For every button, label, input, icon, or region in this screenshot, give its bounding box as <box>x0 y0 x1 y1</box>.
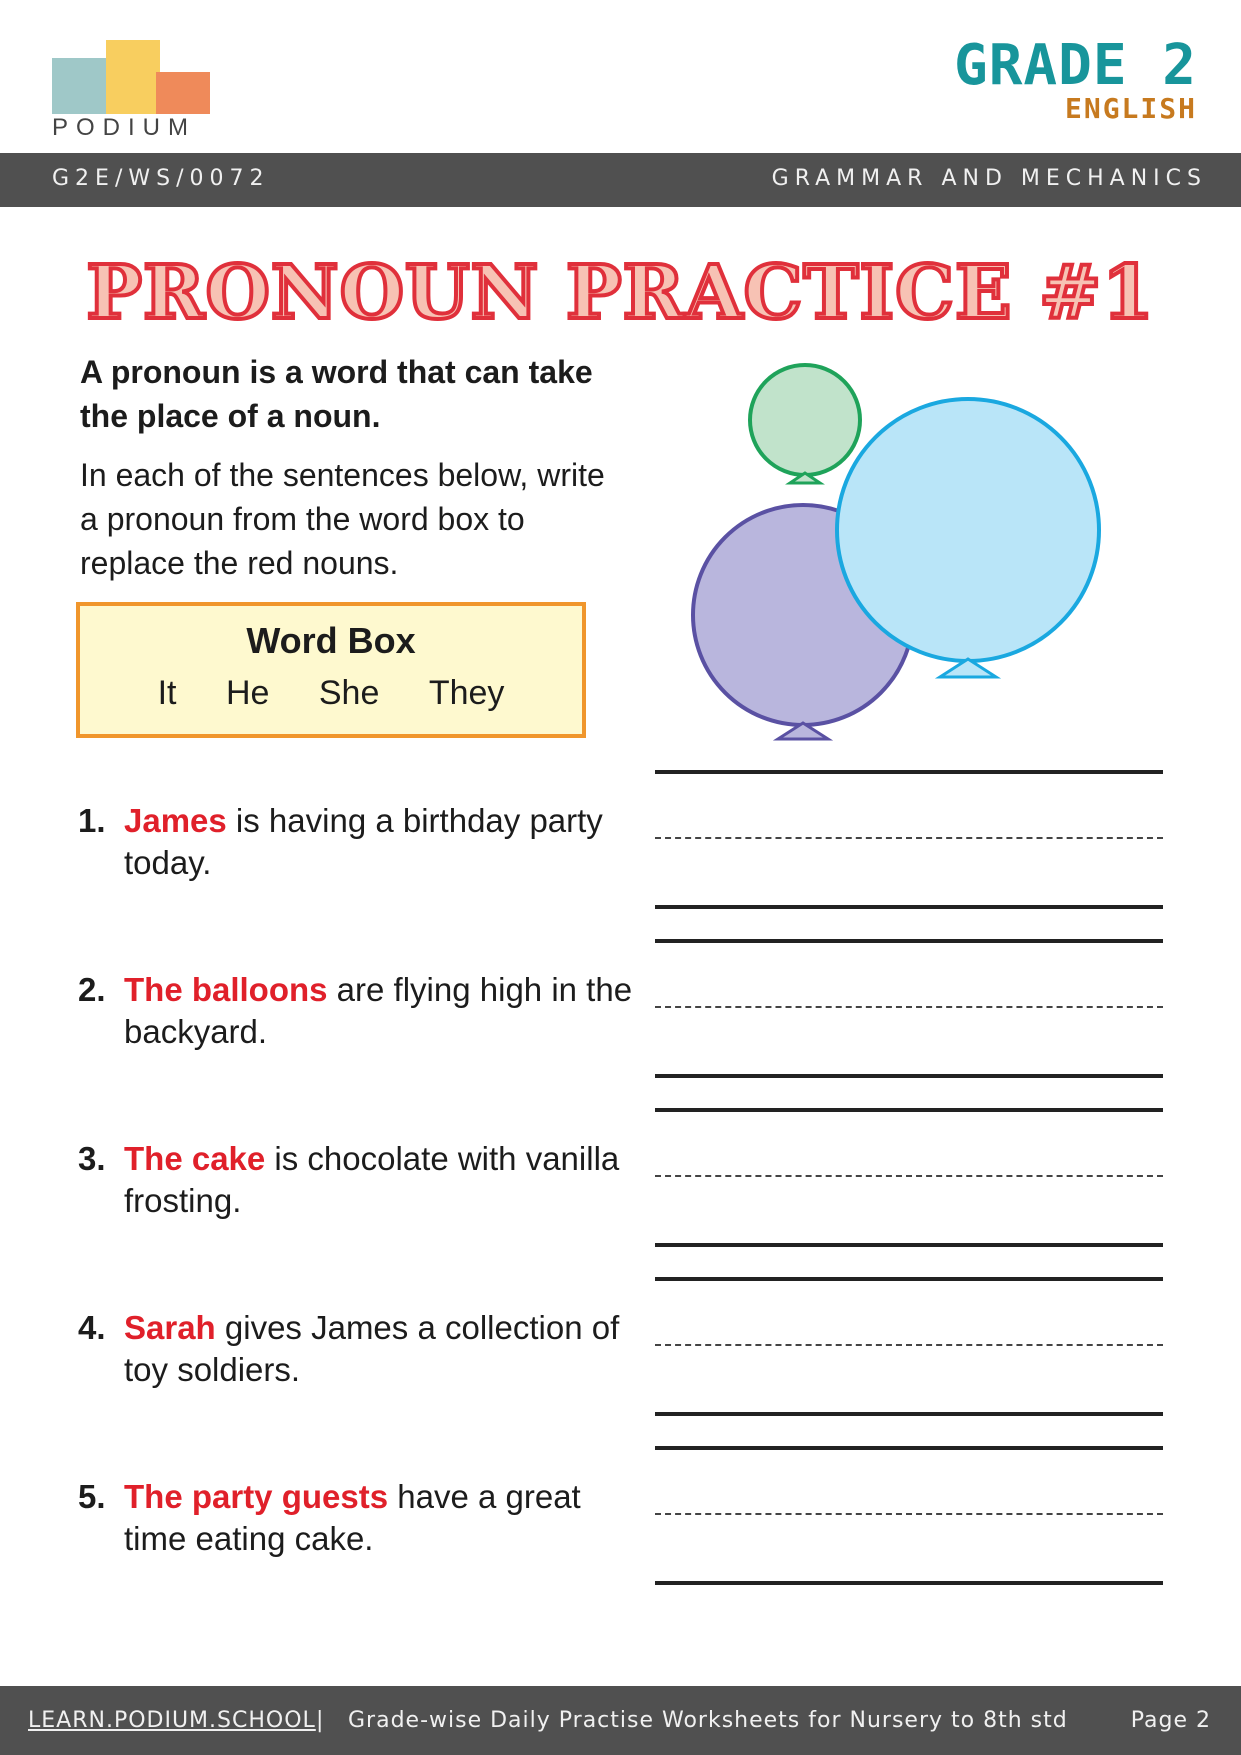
question-number: 3. <box>78 1140 106 1177</box>
logo-bar-orange <box>156 72 210 114</box>
red-noun: The cake <box>124 1140 266 1177</box>
question-text <box>124 1476 638 1560</box>
question-rest: have a great time eating cake. <box>124 1478 581 1557</box>
red-noun: The party guests <box>124 1478 389 1515</box>
grade-title: GRADE 2 <box>953 33 1197 98</box>
answer-lines-2[interactable] <box>655 939 1163 1109</box>
answer-base-line <box>655 1243 1163 1247</box>
footer-separator: | <box>316 1708 324 1733</box>
question-text <box>124 1138 638 1222</box>
worksheet-code: G2E/WS/0072 <box>52 166 270 191</box>
header-band <box>0 153 1241 207</box>
answer-mid-line <box>655 1513 1163 1515</box>
podium-logo <box>52 20 212 141</box>
word-box-word: They <box>428 674 505 712</box>
worksheet-topic: GRAMMAR AND MECHANICS <box>771 166 1207 191</box>
question-number: 1. <box>78 802 106 839</box>
question-number: 5. <box>78 1478 106 1515</box>
answer-top-line <box>655 1108 1163 1112</box>
answer-mid-line <box>655 1175 1163 1177</box>
worksheet-title: PRONOUN PRACTICE #1 <box>86 250 1155 336</box>
question-rest: are flying high in the backyard. <box>124 971 633 1050</box>
question-number: 4. <box>78 1309 106 1346</box>
question-rest: is having a birthday party today. <box>124 802 603 881</box>
answer-mid-line <box>655 1344 1163 1346</box>
logo-bar-yellow <box>106 40 160 114</box>
answer-base-line <box>655 905 1163 909</box>
question-1 <box>78 800 638 884</box>
grade-label <box>953 33 1197 125</box>
footer-tagline: Grade-wise Daily Practise Worksheets for Nursery to 8th std <box>348 1708 1068 1733</box>
answer-lines-4[interactable] <box>655 1277 1163 1447</box>
question-2 <box>78 969 638 1053</box>
answer-base-line <box>655 1074 1163 1078</box>
question-5 <box>78 1476 638 1560</box>
grade-subject: ENGLISH <box>1064 92 1197 125</box>
question-4 <box>78 1307 638 1391</box>
question-rest: gives James a collection of toy soldiers. <box>124 1309 620 1388</box>
question-text <box>124 969 638 1053</box>
page-number: Page 2 <box>1130 1708 1211 1733</box>
balloons-illustration <box>680 355 1140 745</box>
question-number: 2. <box>78 971 106 1008</box>
word-box-word: It <box>157 674 177 712</box>
red-noun: James <box>124 802 227 839</box>
question-text <box>124 1307 638 1391</box>
word-box-word: He <box>225 674 270 712</box>
answer-top-line <box>655 1277 1163 1281</box>
answer-mid-line <box>655 1006 1163 1008</box>
answer-lines-3[interactable] <box>655 1108 1163 1278</box>
answer-top-line <box>655 939 1163 943</box>
word-box-title: Word Box <box>246 620 416 661</box>
question-rest: is chocolate with vanilla frosting. <box>124 1140 620 1219</box>
logo-bar-teal <box>52 58 106 114</box>
pronoun-definition: A pronoun is a word that can take the place of a noun. <box>80 354 593 434</box>
answer-base-line <box>655 1412 1163 1416</box>
answer-base-line <box>655 1581 1163 1585</box>
footer-link[interactable]: LEARN.PODIUM.SCHOOL <box>28 1708 316 1733</box>
red-noun: Sarah <box>124 1309 216 1346</box>
answer-lines-5[interactable] <box>655 1446 1163 1616</box>
red-noun: The balloons <box>124 971 328 1008</box>
footer-band <box>0 1686 1241 1755</box>
answer-top-line <box>655 1446 1163 1450</box>
answer-lines-1[interactable] <box>655 770 1163 940</box>
answer-top-line <box>655 770 1163 774</box>
question-3 <box>78 1138 638 1222</box>
instructions: In each of the sentences below, write a pronoun from the word box to replace the red nouns. <box>80 457 605 581</box>
word-box-word: She <box>318 674 380 712</box>
logo-text: PODIUM <box>52 114 196 141</box>
word-box-words <box>80 674 582 713</box>
green-balloon <box>750 365 860 483</box>
word-box <box>76 602 586 738</box>
answer-mid-line <box>655 837 1163 839</box>
question-text <box>124 800 638 884</box>
